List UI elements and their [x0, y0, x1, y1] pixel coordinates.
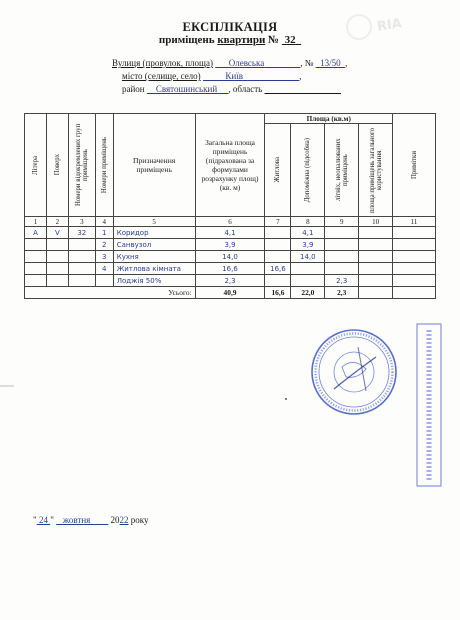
header-area-group: Площа (кв.м) [265, 114, 393, 124]
column-number-row [25, 217, 436, 227]
column-number: 7 [265, 217, 291, 227]
table-row [25, 275, 436, 287]
city-value: Київ [225, 71, 243, 81]
explication-table [24, 113, 436, 299]
cell-common [359, 251, 393, 263]
city-line: місто (селище, село) Київ , [122, 71, 302, 81]
table-row [25, 239, 436, 251]
header-total-area: Загальна площа приміщень (підрахована за формулами розрахунку площ) (кв. м) [195, 114, 265, 217]
cell-aux: 4,1 [291, 227, 325, 239]
total-common [359, 287, 393, 299]
header-living: Житлова [265, 124, 291, 217]
rectangular-stamp-icon [414, 320, 444, 490]
column-number: 1 [25, 217, 47, 227]
cell-aux [291, 263, 325, 275]
cell-summer [325, 239, 359, 251]
cell-summer [325, 263, 359, 275]
column-number: 3 [68, 217, 95, 227]
cell-name: Кухня [113, 251, 195, 263]
cell-aux: 14,0 [291, 251, 325, 263]
street-line: Вулиця (провулок, площа) Олевська , № 13/50 , [112, 58, 348, 68]
document-subtitle [0, 34, 460, 46]
cell-room: 1 [95, 227, 113, 239]
cell-letter [25, 263, 47, 275]
cell-group [68, 239, 95, 251]
header-summer: літніх, неопалюваних приміщень [325, 124, 359, 217]
document-date: " 24 " жовтня 2022 року [33, 515, 149, 525]
subtitle-no: 32 [284, 34, 296, 46]
header-room-numbers: Номери приміщень [95, 114, 113, 217]
round-seal-stamp-icon [306, 327, 402, 417]
cell-name: Житлова кімната [113, 263, 195, 275]
cell-aux: 3,9 [291, 239, 325, 251]
cell-total: 14,0 [195, 251, 265, 263]
total-aux: 22,0 [291, 287, 325, 299]
street-value: Олевська [228, 58, 265, 68]
cell-summer: 2,3 [325, 275, 359, 287]
cell-floor: V [46, 227, 68, 239]
cell-room: 3 [95, 251, 113, 263]
cell-total: 16,6 [195, 263, 265, 275]
district-value: Святошинський [155, 84, 218, 94]
header-common: площа приміщень загального користування [359, 124, 393, 217]
cell-group: 32 [68, 227, 95, 239]
cell-living [265, 239, 291, 251]
total-label: Усього: [25, 287, 196, 299]
subtitle-type: квартири [217, 34, 266, 46]
cell-floor [46, 239, 68, 251]
cell-floor [46, 275, 68, 287]
cell-room [95, 275, 113, 287]
cell-total: 4,1 [195, 227, 265, 239]
district-label: район [122, 84, 145, 94]
header-notes: Примітки [393, 114, 436, 217]
total-total: 40,9 [195, 287, 265, 299]
header-group-numbers: Номери відокремлених груп приміщень [68, 114, 95, 217]
column-number: 5 [113, 217, 195, 227]
cell-letter [25, 275, 47, 287]
cell-room: 2 [95, 239, 113, 251]
fold-mark [0, 385, 14, 387]
total-row [25, 287, 436, 299]
column-number: 9 [325, 217, 359, 227]
table-row [25, 263, 436, 275]
cell-note [393, 263, 436, 275]
subtitle-prefix: приміщень [158, 34, 215, 46]
header-purpose: Призначення приміщень [113, 114, 195, 217]
date-word: року [130, 515, 149, 525]
cell-name: Лоджія 50% [113, 275, 195, 287]
cell-summer [325, 251, 359, 263]
cell-common [359, 275, 393, 287]
city-label: місто (селище, село) [122, 71, 201, 81]
cell-room: 4 [95, 263, 113, 275]
cell-name: Санвузол [113, 239, 195, 251]
cell-letter [25, 251, 47, 263]
subtitle-no-label: № [268, 34, 280, 46]
cell-letter: А [25, 227, 47, 239]
region-value [265, 84, 342, 94]
date-year: 2022 [110, 515, 129, 525]
cell-living: 16,6 [265, 263, 291, 275]
total-summer: 2,3 [325, 287, 359, 299]
cell-living [265, 275, 291, 287]
cell-common [359, 263, 393, 275]
header-floor: Поверх [46, 114, 68, 217]
cell-aux [291, 275, 325, 287]
total-note [393, 287, 436, 299]
header-auxiliary: Допоміжна (підсобна) [291, 124, 325, 217]
cell-note [393, 275, 436, 287]
cell-total: 2,3 [195, 275, 265, 287]
cell-note [393, 251, 436, 263]
column-number: 4 [95, 217, 113, 227]
cell-note [393, 227, 436, 239]
cell-living [265, 227, 291, 239]
cell-group [68, 251, 95, 263]
column-number: 8 [291, 217, 325, 227]
cell-floor [46, 251, 68, 263]
table-row [25, 227, 436, 239]
document-title: ЕКСПЛІКАЦІЯ [182, 20, 278, 34]
column-number: 2 [46, 217, 68, 227]
column-number: 6 [195, 217, 265, 227]
total-living: 16,6 [265, 287, 291, 299]
cell-common [359, 239, 393, 251]
region-label: область [232, 84, 263, 94]
header-letter: Літера [25, 114, 47, 217]
date-day: 24 [38, 515, 48, 525]
house-no-label: № [304, 58, 314, 68]
cell-common [359, 227, 393, 239]
ink-dot [285, 398, 287, 400]
cell-note [393, 239, 436, 251]
cell-letter [25, 239, 47, 251]
cell-total: 3,9 [195, 239, 265, 251]
cell-group [68, 275, 95, 287]
column-number: 11 [393, 217, 436, 227]
column-number: 10 [359, 217, 393, 227]
district-line: район Святошинський , область [122, 84, 341, 94]
cell-living [265, 251, 291, 263]
cell-name: Коридор [113, 227, 195, 239]
street-label: Вулиця (провулок, площа) [112, 58, 213, 68]
cell-summer [325, 227, 359, 239]
cell-group [68, 263, 95, 275]
watermark: RIA [376, 16, 403, 35]
table-row [25, 251, 436, 263]
date-month: жовтня [62, 515, 91, 525]
cell-floor [46, 263, 68, 275]
house-no-value: 13/50 [320, 58, 341, 68]
